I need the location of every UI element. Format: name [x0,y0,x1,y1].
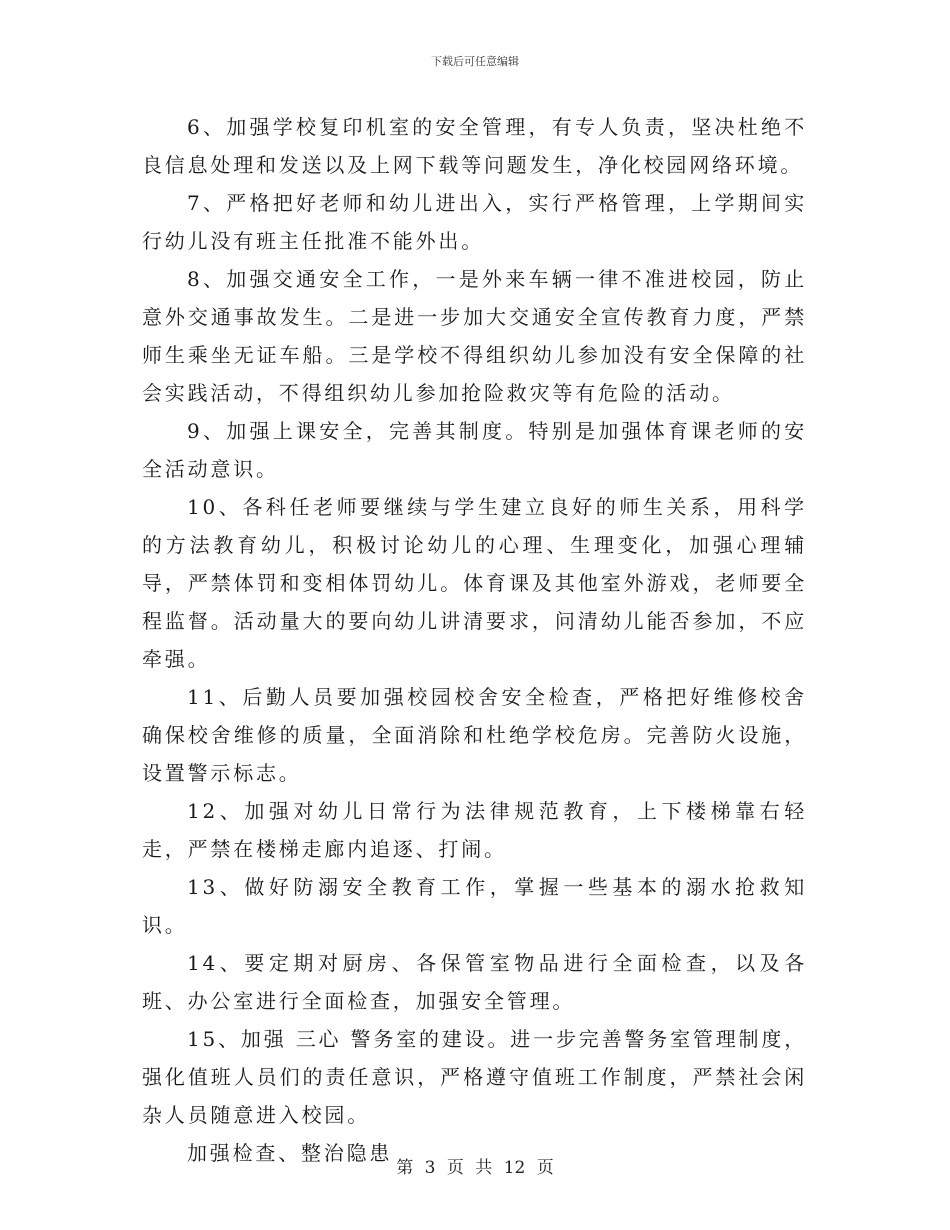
paragraph-item-11: 11、后勤人员要加强校园校舍安全检查，严格把好维修校舍确保校舍维修的质量，全面消除和杜绝学校危房。完善防火设施，设置警示标志。 [142,685,807,785]
document-body [142,108,807,1172]
paragraph-item-13: 13、做好防溺安全教育工作，掌握一些基本的溺水抢救知识。 [142,875,807,937]
paragraph-item-6: 6、加强学校复印机室的安全管理，有专人负责，坚决杜绝不良信息处理和发送以及上网下载等问题发生，净化校园网络环境。 [142,115,807,177]
paragraph-item-7: 7、严格把好老师和幼儿进出入，实行严格管理，上学期间实行幼儿没有班主任批准不能外出。 [142,191,807,253]
page-number-footer: 第 3 页 共 12 页 [396,1158,554,1178]
paragraph-item-10: 10、各科任老师要继续与学生建立良好的师生关系，用科学的方法教育幼儿，积极讨论幼儿的心理、生理变化，加强心理辅导，严禁体罚和变相体罚幼儿。体育课及其他室外游戏，老师要全程监督。活动量大的要向幼儿讲清要求，问清幼儿能否参加，不应牵强。 [142,495,807,671]
paragraph-item-14: 14、要定期对厨房、各保管室物品进行全面检查，以及各班、办公室进行全面检查，加强安全管理。 [142,951,807,1013]
section-heading: 加强检查、整治隐患 [187,1141,393,1165]
page-header: 下载后可任意编辑 [431,55,519,68]
paragraph-item-9: 9、加强上课安全，完善其制度。特别是加强体育课老师的安全活动意识。 [142,419,807,481]
paragraph-item-8: 8、加强交通安全工作，一是外来车辆一律不准进校园，防止意外交通事故发生。二是进一步加大交通安全宣传教育力度，严禁师生乘坐无证车船。三是学校不得组织幼儿参加没有安全保障的社会实践活动，不得组织幼儿参加抢险救灾等有危险的活动。 [142,267,807,405]
paragraph-item-12: 12、加强对幼儿日常行为法律规范教育，上下楼梯靠右轻走，严禁在楼梯走廊内追逐、打闹。 [142,799,807,861]
paragraph-item-15: 15、加强 三心 警务室的建设。进一步完善警务室管理制度，强化值班人员们的责任意识，严格遵守值班工作制度，严禁社会闲杂人员随意进入校园。 [142,1027,807,1127]
